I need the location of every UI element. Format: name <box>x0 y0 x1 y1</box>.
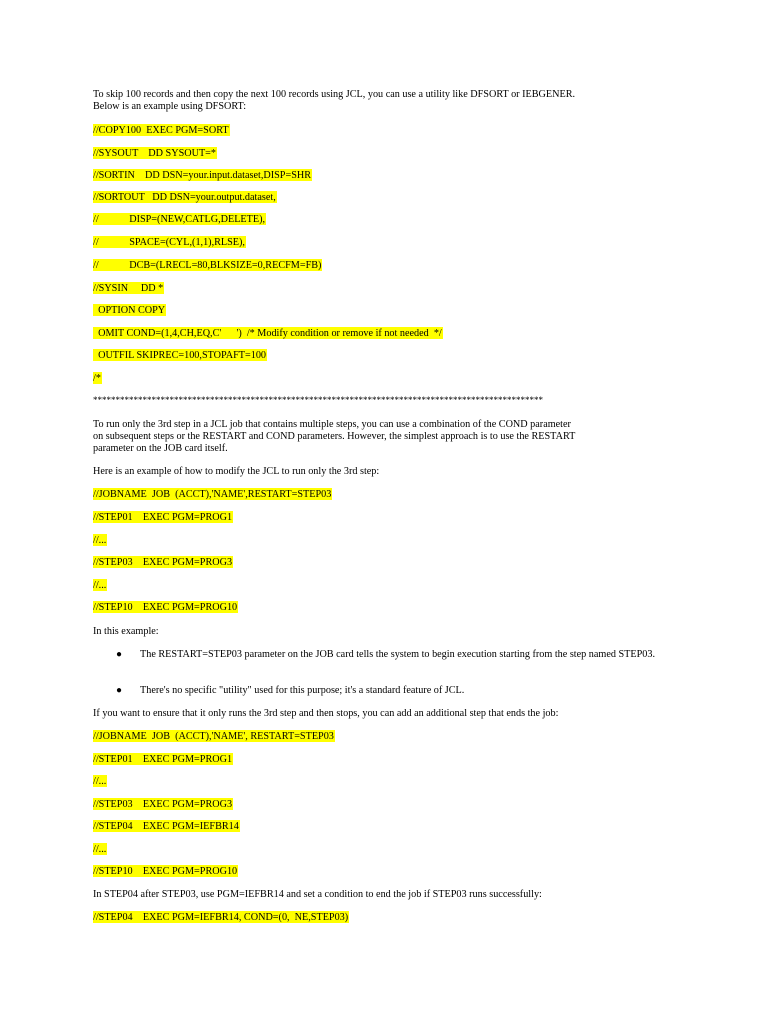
step04-note: In STEP04 after STEP03, use PGM=IEFBR14 and set a condition to end the job if STEP03 runs successfully: <box>93 889 542 900</box>
jcl-line: //COPY100 EXEC PGM=SORT <box>93 125 229 136</box>
jcl-line: OPTION COPY <box>93 305 166 316</box>
restart-intro-line-2: on subsequent steps or the RESTART and COND parameters. However, the simplest approach is to use the RESTART <box>93 431 576 442</box>
jcl-line: //STEP03 EXEC PGM=PROG3 <box>93 799 233 810</box>
in-this-example: In this example: <box>93 626 159 637</box>
bullet-item: There's no specific "utility" used for this purpose; it's a standard feature of JCL. <box>140 685 465 696</box>
bullet-icon: ● <box>116 685 123 696</box>
intro-line-1: To skip 100 records and then copy the next 100 records using JCL, you can use a utility like DFSORT or IEBGENER. <box>93 89 576 100</box>
jcl-line: // DCB=(LRECL=80,BLKSIZE=0,RECFM=FB) <box>93 260 322 271</box>
jcl-line: //STEP10 EXEC PGM=PROG10 <box>93 602 238 613</box>
bullet-icon: ● <box>116 649 123 660</box>
jcl-line: //SYSOUT DD SYSOUT=* <box>93 148 217 159</box>
jcl-line: //... <box>93 535 107 546</box>
final-jcl-line: //STEP04 EXEC PGM=IEFBR14, COND=(0, NE,STEP03) <box>93 912 349 923</box>
jcl-line: //STEP10 EXEC PGM=PROG10 <box>93 866 238 877</box>
stop-intro: If you want to ensure that it only runs the 3rd step and then stops, you can add an additional step that ends the job: <box>93 708 559 719</box>
jcl-line: //JOBNAME JOB (ACCT),'NAME',RESTART=STEP03 <box>93 489 332 500</box>
jcl-line: OMIT COND=(1,4,CH,EQ,C' ') /* Modify condition or remove if not needed */ <box>93 328 442 339</box>
jcl-line: //... <box>93 844 107 855</box>
restart-intro-line-3: parameter on the JOB card itself. <box>93 443 228 454</box>
jcl-line: // DISP=(NEW,CATLG,DELETE), <box>93 214 266 225</box>
restart-intro-line-1: To run only the 3rd step in a JCL job that contains multiple steps, you can use a combination of the COND parameter <box>93 419 571 430</box>
jcl-line: //STEP04 EXEC PGM=IEFBR14 <box>93 821 239 832</box>
jcl-line: //SORTOUT DD DSN=your.output.dataset, <box>93 192 276 203</box>
jcl-line: //SYSIN DD * <box>93 283 164 294</box>
intro-line-2: Below is an example using DFSORT: <box>93 101 247 112</box>
jcl-line: // SPACE=(CYL,(1,1),RLSE), <box>93 237 245 248</box>
jcl-line: //STEP01 EXEC PGM=PROG1 <box>93 754 233 765</box>
jcl-line: //... <box>93 580 107 591</box>
jcl-line: //SORTIN DD DSN=your.input.dataset,DISP=SHR <box>93 170 312 181</box>
example-heading: Here is an example of how to modify the JCL to run only the 3rd step: <box>93 466 380 477</box>
jcl-line: //JOBNAME JOB (ACCT),'NAME', RESTART=STEP03 <box>93 731 334 742</box>
bullet-item: The RESTART=STEP03 parameter on the JOB card tells the system to begin execution starting from the step named STEP03. <box>140 649 656 660</box>
separator-line: **************************************************************************************************** <box>93 395 543 405</box>
jcl-line: /* <box>93 373 101 384</box>
jcl-line: OUTFIL SKIPREC=100,STOPAFT=100 <box>93 350 267 361</box>
jcl-line: //... <box>93 776 107 787</box>
jcl-line: //STEP01 EXEC PGM=PROG1 <box>93 512 233 523</box>
jcl-line: //STEP03 EXEC PGM=PROG3 <box>93 557 233 568</box>
